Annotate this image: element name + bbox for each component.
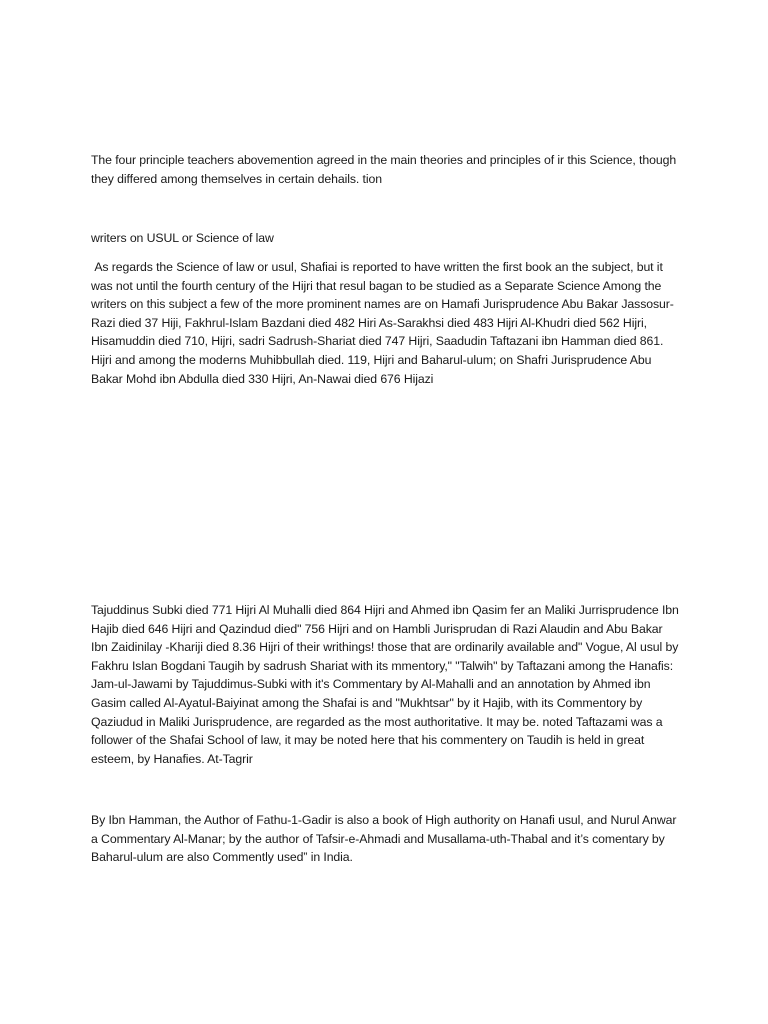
paragraph-science-of-law: As regards the Science of law or usul, Shafiai is reported to have written the first book an the subject, but it was not until the fourth century of the Hijri that resul bagan to be studied as a Separate Science Among the writers on this subject a few of the more prominent names are on Hamafi Jurisprudence Abu Bakar Jassosur-Razi died 37 Hiji, Fakhrul-Islam Bazdani died 482 Hiri As-Sarakhsi died 483 Hijri Al-Khudri died 562 Hijri, Hisamuddin died 710, Hijri, sadri Sadrush-Shariat died 747 Hijri, Saadudin Taftazani ibn Hamman died 861. Hijri and among the moderns Muhibbullah died. 119, Hijri and Baharul-ulum; on Shafri Jurisprudence Abu Bakar Mohd ibn Abdulla died 330 Hijri, An-Nawai died 676 Hijazi [91, 260, 674, 386]
paragraph-principle-teachers: The four principle teachers abovemention agreed in the main theories and principles of ir this Science, though they differed among themselves in certain dehails. tion [91, 153, 680, 186]
paragraph-tajuddinus-subki: Tajuddinus Subki died 771 Hijri Al Muhalli died 864 Hijri and Ahmed ibn Qasim fer an Maliki Jurrisprudence Ibn Hajib died 646 Hijri and Qazindud died" 756 Hijri and on Hambli Jurisprudan di Razi Alaudin and Abu Bakar Ibn Zaidinilay -Khariji died 8.36 Hijri of their writhings! those that are ordinarily available and" Vogue, Al usul by Fakhru Islan Bogdani Taugih by sadrush Shariat with its mmentory," "Talwih" by Taftazani among the Hanafis: Jam-ul-Jawami by Tajuddimus-Subki with it's Commentary by Al-Mahalli and an annotation by Ahmed ibn Gasim called Al-Ayatul-Baiyinat among the Shafai is and "Mukhtsar" by it Hajib, with its Commentory by Qaziudud in Maliki Jurisprudence, are regarded as the most authoritative. It may be. noted Taftazami was a follower of the Shafai School of law, it may be noted here that his commentery on Taudih is held in great esteem, by Hanafies. At-Tagrir [91, 603, 683, 766]
section-heading-writers-on-usul: writers on USUL or Science of law [91, 231, 274, 245]
paragraph-ibn-hamman: By Ibn Hamman, the Author of Fathu-1-Gadir is also a book of High authority on Hanafi usul, and Nurul Anwar a Commentary Al-Manar; by the author of Tafsir-e-Ahmadi and Musallama-uth-Thabal and it’s comentary by Baharul-ulum are also Commently used” in India. [91, 813, 680, 865]
